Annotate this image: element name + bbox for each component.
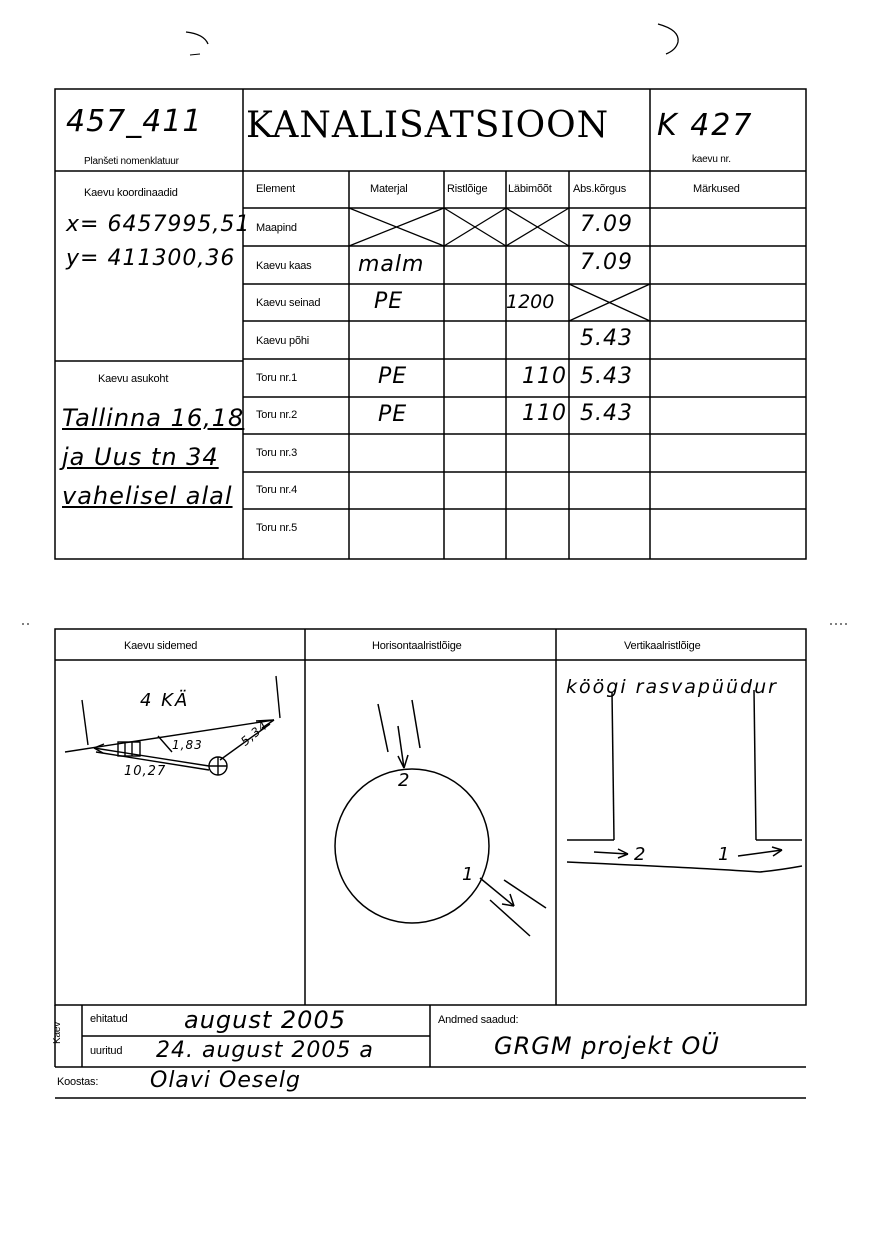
vertical-note: köögi rasvapüüdur: [566, 676, 778, 698]
table-row-label: Kaevu kaas: [256, 260, 312, 272]
form-title: KANALISATSIOON: [246, 105, 610, 146]
table-row-label: Toru nr.1: [256, 372, 298, 384]
table-cell: 5.43: [580, 364, 633, 389]
col-header-notes: Märkused: [693, 183, 740, 195]
table-cell: 1200: [506, 291, 555, 313]
horizontal-pipe-1-label: 1: [462, 864, 475, 885]
horizontal-pipe-2-label: 2: [398, 770, 411, 791]
plan-label: Planšeti nomenklatuur: [84, 156, 179, 167]
surveyed-value: 24. august 2005 a: [156, 1038, 374, 1063]
surveyed-label: uuritud: [90, 1045, 123, 1057]
coordinate-y: y= 411300,36: [66, 246, 236, 271]
table-cell: PE: [378, 402, 408, 427]
location-label: Kaevu asukoht: [98, 373, 169, 385]
ties-label: Kaevu sidemed: [124, 640, 198, 652]
well-number: K 427: [657, 108, 754, 143]
table-cell: 5.43: [580, 326, 633, 351]
col-header-abs: Abs.kõrgus: [573, 183, 627, 195]
ties-distance-1: 1,83: [172, 738, 203, 752]
table-cell: 110: [522, 364, 567, 389]
ties-distance-3: 10,27: [124, 764, 167, 779]
horizontal-section-label: Horisontaalristlõige: [372, 640, 462, 652]
coordinates-label: Kaevu koordinaadid: [84, 187, 178, 199]
table-cell: 110: [522, 401, 567, 426]
side-label: Kaev: [52, 1022, 63, 1044]
location-line-1: Tallinna 16,18: [62, 404, 245, 432]
table-cell: 7.09: [580, 212, 633, 237]
table-row-label: Toru nr.3: [256, 447, 298, 459]
location-line-3: vahelisel alal: [62, 482, 233, 510]
col-header-element: Element: [256, 183, 295, 195]
data-source-value: GRGM projekt OÜ: [494, 1032, 720, 1060]
vertical-pipe-2-label: 2: [634, 844, 647, 865]
table-cell: 5.43: [580, 401, 633, 426]
built-value: august 2005: [184, 1006, 346, 1034]
compiled-label: Koostas:: [57, 1076, 99, 1088]
table-cell: PE: [378, 364, 408, 389]
col-header-cross: Ristlõige: [447, 183, 488, 195]
col-header-diameter: Läbimõõt: [508, 183, 552, 195]
table-row-label: Kaevu põhi: [256, 335, 310, 347]
coordinate-x: x= 6457995,51: [66, 212, 251, 237]
table-row-label: Kaevu seinad: [256, 297, 321, 309]
vertical-pipe-1-label: 1: [718, 844, 731, 865]
data-source-label: Andmed saadud:: [438, 1014, 519, 1026]
table-row-label: Maapind: [256, 222, 297, 234]
well-label: kaevu nr.: [692, 154, 731, 165]
col-header-material: Materjal: [370, 183, 408, 195]
table-cell: 7.09: [580, 250, 633, 275]
table-cell: malm: [358, 252, 425, 277]
table-cell: PE: [374, 289, 404, 314]
table-row-label: Toru nr.4: [256, 484, 298, 496]
table-row-label: Toru nr.5: [256, 522, 298, 534]
table-row-label: Toru nr.2: [256, 409, 298, 421]
plan-code: 457_411: [66, 104, 203, 139]
ties-distance-2: 5,34: [238, 718, 271, 749]
built-label: ehitatud: [90, 1013, 128, 1025]
compiled-value: Olavi Oeselg: [150, 1068, 301, 1093]
vertical-section-label: Vertikaalristlõige: [624, 640, 701, 652]
ties-building-label: 4 KÄ: [140, 690, 190, 711]
location-line-2: ja Uus tn 34: [62, 443, 219, 471]
